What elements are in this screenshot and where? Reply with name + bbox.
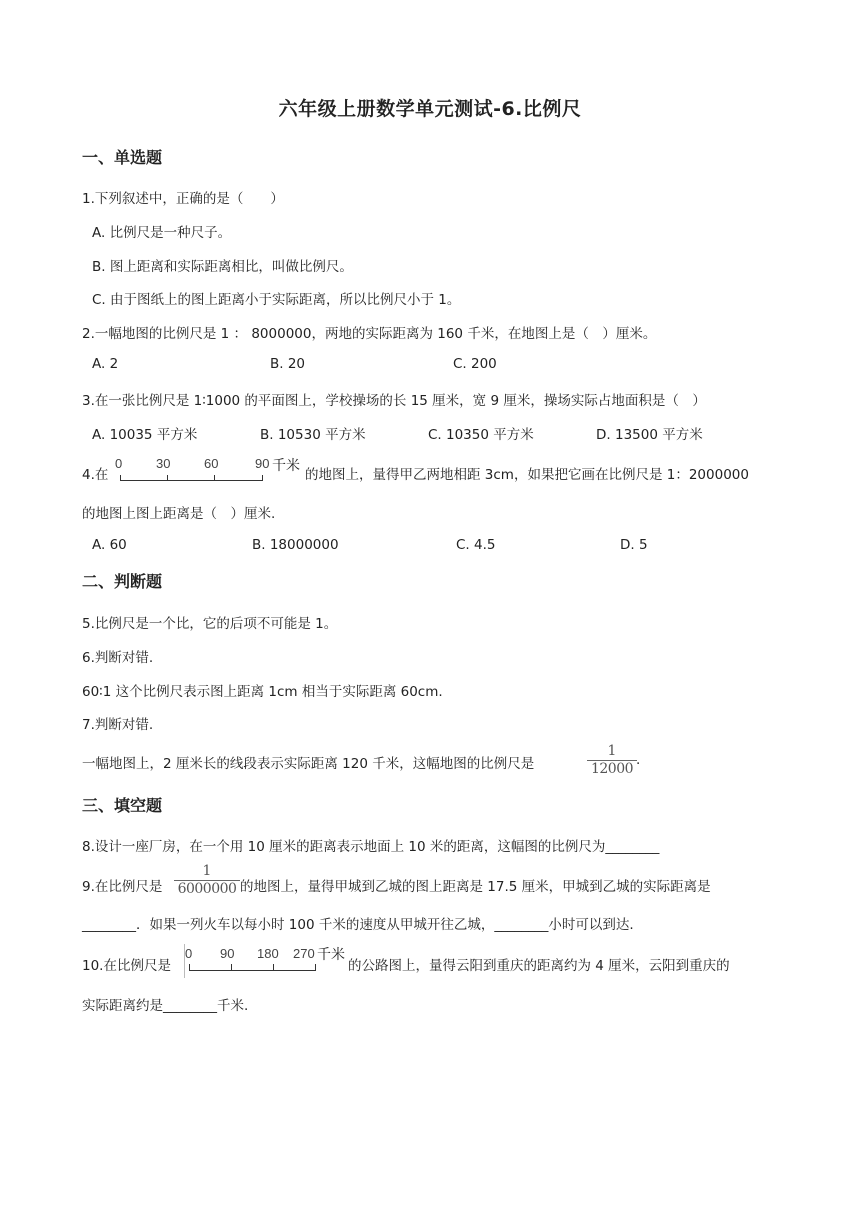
question-3: 3.在一张比例尺是 1∶1000 的平面图上，学校操场的长 15 厘米，宽 9 厘米，操场实际占地面积是（ ） — [82, 393, 706, 409]
q1-option-b[interactable]: B. 图上距离和实际距离相比，叫做比例尺。 — [92, 259, 353, 275]
q4-option-a[interactable]: A. 60 — [92, 537, 127, 553]
question-7-end: . — [636, 752, 641, 768]
q4-scale-tick — [262, 475, 263, 481]
question-10-line2: 实际距离约是________千米. — [82, 998, 249, 1014]
section-heading-single-choice: 一、单选题 — [82, 148, 163, 167]
q4-scale-tick-label: 30 — [156, 456, 171, 471]
question-5: 5.比例尺是一个比，它的后项不可能是 1。 — [82, 616, 338, 632]
q3-option-d[interactable]: D. 13500 平方米 — [596, 427, 703, 443]
q1-option-a[interactable]: A. 比例尺是一种尺子。 — [92, 225, 232, 241]
q4-scale-tick — [214, 475, 215, 481]
q7-fraction-denominator: 12000 — [590, 761, 634, 777]
q10-scale-tick-label: 0 — [185, 946, 193, 961]
q10-scale-tick-label: 270 — [293, 946, 315, 961]
question-10-prefix: 10.在比例尺是 — [82, 958, 171, 974]
q4-scale-tick-label: 0 — [115, 456, 123, 471]
q9-fraction — [174, 864, 240, 897]
question-10-suffix: 的公路图上，量得云阳到重庆的距离约为 4 厘米，云阳到重庆的 — [348, 958, 730, 974]
question-6: 6.判断对错. — [82, 650, 154, 666]
q7-fraction-numerator: 1 — [607, 743, 617, 759]
question-9-suffix: 的地图上，量得甲城到乙城的图上距离是 17.5 厘米，甲城到乙城的实际距离是 — [240, 879, 711, 895]
question-6-body: 60∶1 这个比例尺表示图上距离 1cm 相当于实际距离 60cm. — [82, 684, 443, 700]
q4-option-b[interactable]: B. 18000000 — [252, 537, 339, 553]
q4-scale-unit: 千米 — [272, 457, 300, 473]
question-9-line2: ________．如果一列火车以每小时 100 千米的速度从甲城开往乙城，________小时可以到达. — [82, 917, 634, 933]
q4-scale-tick — [120, 475, 121, 481]
q10-scale-tick — [273, 964, 274, 971]
q10-scale-axis — [189, 970, 316, 971]
section-heading-fill-blank: 三、填空题 — [82, 796, 163, 815]
question-4-prefix: 4.在 — [82, 467, 109, 483]
q9-fraction-denominator: 6000000 — [177, 881, 237, 897]
q7-fraction — [587, 744, 637, 777]
q10-scale-tick-label: 180 — [257, 946, 279, 961]
q10-scale-tick — [189, 964, 190, 971]
question-1: 1.下列叙述中，正确的是（ ） — [82, 191, 284, 207]
q4-option-d[interactable]: D. 5 — [620, 537, 648, 553]
section-heading-true-false: 二、判断题 — [82, 572, 163, 591]
q9-fraction-numerator: 1 — [202, 863, 212, 879]
question-7-body: 一幅地图上，2 厘米长的线段表示实际距离 120 千米，这幅地图的比例尺是 — [82, 756, 535, 772]
q2-option-c[interactable]: C. 200 — [453, 356, 497, 372]
q3-option-c[interactable]: C. 10350 平方米 — [428, 427, 534, 443]
q3-option-b[interactable]: B. 10530 平方米 — [260, 427, 366, 443]
q10-scale-tick — [231, 964, 232, 971]
q3-option-a[interactable]: A. 10035 平方米 — [92, 427, 198, 443]
q4-scale-bar — [112, 456, 308, 486]
q2-option-a[interactable]: A. 2 — [92, 356, 119, 372]
q1-option-c[interactable]: C. 由于图纸上的图上距离小于实际距离，所以比例尺小于 1。 — [92, 292, 461, 308]
question-8: 8.设计一座厂房，在一个用 10 厘米的距离表示地面上 10 米的距离，这幅图的比例尺为________ — [82, 839, 660, 855]
q4-scale-tick-label: 60 — [204, 456, 219, 471]
q2-option-b[interactable]: B. 20 — [270, 356, 306, 372]
q4-scale-tick-label: 90 — [255, 456, 270, 471]
question-7: 7.判断对错. — [82, 717, 154, 733]
q4-option-c[interactable]: C. 4.5 — [456, 537, 496, 553]
page-title: 六年级上册数学单元测试-6.比例尺 — [278, 98, 582, 120]
question-4-suffix: 的地图上，量得甲乙两地相距 3cm，如果把它画在比例尺是 1：2000000 — [305, 467, 749, 483]
q4-scale-tick — [167, 475, 168, 481]
q10-scale-tick — [315, 964, 316, 971]
question-4-line2: 的地图上图上距离是（ ）厘米. — [82, 506, 276, 522]
q10-scale-unit: 千米 — [317, 946, 345, 962]
q4-scale-axis — [120, 480, 262, 481]
question-9-prefix: 9.在比例尺是 — [82, 879, 163, 895]
q10-scale-tick-label: 90 — [220, 946, 235, 961]
question-2: 2.一幅地图的比例尺是 1 ： 8000000，两地的实际距离为 160 千米，在地图上是（ ）厘米。 — [82, 326, 657, 342]
